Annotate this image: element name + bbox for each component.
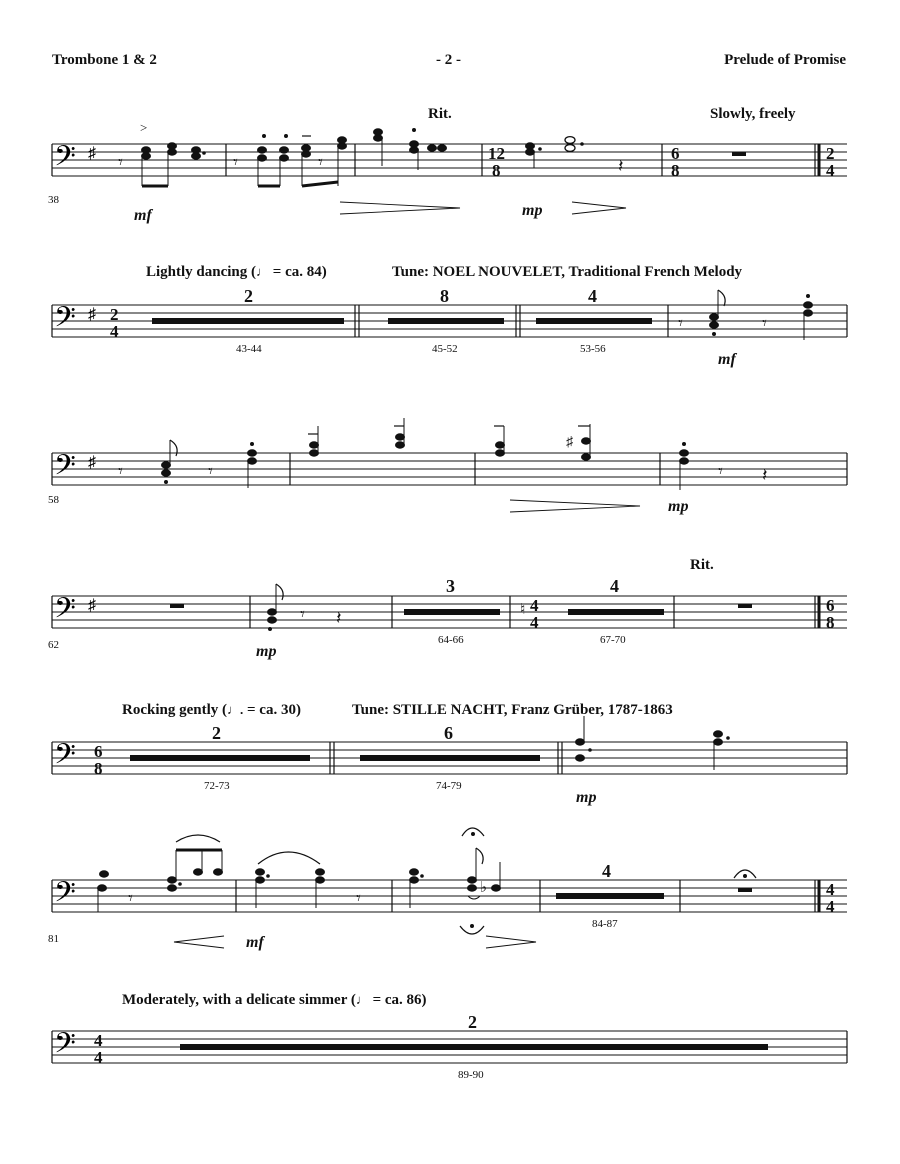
time-sig-6-8 xyxy=(671,144,680,180)
dynamic-mp: mp xyxy=(668,498,689,515)
svg-text:3: 3 xyxy=(446,576,455,596)
svg-text:6: 6 xyxy=(444,723,453,743)
bass-clef: 𝄢 xyxy=(54,740,76,777)
svg-text:4: 4 xyxy=(826,897,835,916)
svg-text:𝄾: 𝄾 xyxy=(118,461,123,481)
svg-text:2: 2 xyxy=(110,305,119,324)
notes-measure-40 xyxy=(374,129,447,171)
multi-rest-53-56 xyxy=(536,286,652,355)
multi-rest-43-44 xyxy=(152,286,344,355)
svg-text:♯: ♯ xyxy=(566,435,573,450)
tempo-rit: Rit. xyxy=(428,106,452,122)
measure-number: 38 xyxy=(48,194,59,206)
dynamic-mf: mf xyxy=(718,351,736,368)
decrescendo-hairpin xyxy=(340,202,626,214)
svg-text:8: 8 xyxy=(94,759,103,778)
notes-measure-80 xyxy=(576,716,730,770)
svg-text:2: 2 xyxy=(826,144,835,163)
svg-text:𝄾: 𝄾 xyxy=(718,461,723,481)
multi-rest-72-73 xyxy=(130,723,310,792)
svg-text:𝄽: 𝄽 xyxy=(336,608,342,628)
svg-text:6: 6 xyxy=(671,144,680,163)
measure-number: 62 xyxy=(48,639,59,651)
svg-text:4: 4 xyxy=(530,613,539,632)
svg-text:4: 4 xyxy=(94,1048,103,1067)
svg-text:4: 4 xyxy=(610,576,619,596)
time-sig-4-4 xyxy=(94,1031,103,1067)
svg-text:𝄽: 𝄽 xyxy=(762,465,768,485)
svg-text:4: 4 xyxy=(588,286,597,306)
notes-measures-58-61 xyxy=(118,418,768,490)
svg-text:𝄾: 𝄾 xyxy=(128,888,133,908)
bass-clef: 𝄢 xyxy=(54,303,76,340)
svg-text:2: 2 xyxy=(212,723,221,743)
whole-rest xyxy=(170,604,184,608)
notes-measure-41 xyxy=(526,137,624,176)
svg-text:4: 4 xyxy=(602,861,611,881)
svg-text:𝄾: 𝄾 xyxy=(356,888,361,908)
tempo-rocking-gently: Rocking gently (♩. = ca. 30) xyxy=(122,702,301,718)
svg-text:8: 8 xyxy=(671,161,680,180)
time-sig-2-4 xyxy=(826,144,835,180)
svg-text:64-66: 64-66 xyxy=(438,634,464,646)
svg-text:53-56: 53-56 xyxy=(580,343,606,355)
natural-sign: ♮ xyxy=(520,602,526,618)
svg-text:4: 4 xyxy=(826,880,835,899)
tune-stille-nacht: Tune: STILLE NACHT, Franz Grüber, 1787-1863 xyxy=(352,702,673,718)
crescendo-hairpin xyxy=(174,936,224,948)
measure-number: 81 xyxy=(48,933,59,945)
decrescendo-hairpin xyxy=(510,500,640,512)
bass-clef: 𝄢 xyxy=(54,878,76,915)
whole-rest xyxy=(732,152,746,156)
decrescendo-hairpin xyxy=(486,936,536,948)
time-sig-12-8 xyxy=(488,144,505,180)
notes-measure-57 xyxy=(678,290,813,340)
tempo-lightly-dancing: Lightly dancing (♩ = ca. 84) xyxy=(146,264,327,280)
svg-text:72-73: 72-73 xyxy=(204,780,230,792)
multi-rest-84-87 xyxy=(556,861,664,930)
multi-rest-74-79 xyxy=(360,723,540,792)
svg-text:2: 2 xyxy=(468,1012,477,1032)
system-3 xyxy=(52,453,847,485)
svg-text:6: 6 xyxy=(94,742,103,761)
svg-text:𝄽: 𝄽 xyxy=(618,156,624,176)
time-sig-4-4 xyxy=(530,596,539,632)
key-signature-sharp: ♯ xyxy=(88,454,96,471)
dynamic-mp: mp xyxy=(256,643,277,660)
key-signature-sharp: ♯ xyxy=(88,145,96,162)
tune-noel-nouvelet: Tune: NOEL NOUVELET, Traditional French Melody xyxy=(392,264,743,280)
svg-text:43-44: 43-44 xyxy=(236,343,262,355)
svg-text:74-79: 74-79 xyxy=(436,780,462,792)
notes-measure-63 xyxy=(268,584,342,631)
svg-text:8: 8 xyxy=(826,613,835,632)
svg-text:𝄾: 𝄾 xyxy=(762,313,767,333)
time-sig-6-8 xyxy=(826,596,835,632)
bass-clef: 𝄢 xyxy=(54,1029,76,1066)
page-number: - 2 - xyxy=(436,52,461,68)
svg-text:2: 2 xyxy=(244,286,253,306)
svg-text:♭: ♭ xyxy=(480,880,488,896)
svg-text:12: 12 xyxy=(488,144,505,163)
svg-text:6: 6 xyxy=(826,596,835,615)
svg-text:𝄾: 𝄾 xyxy=(118,152,123,172)
svg-text:4: 4 xyxy=(826,161,835,180)
dynamic-mf: mf xyxy=(246,934,264,951)
svg-text:4: 4 xyxy=(530,596,539,615)
dynamic-mf: mf xyxy=(134,207,152,224)
tempo-rit: Rit. xyxy=(690,557,714,573)
svg-text:>: > xyxy=(140,120,148,135)
svg-text:84-87: 84-87 xyxy=(592,918,618,930)
svg-text:𝄾: 𝄾 xyxy=(318,152,323,172)
multi-rest-64-66 xyxy=(404,576,500,646)
dynamic-mp: mp xyxy=(522,202,543,219)
svg-text:𝄾: 𝄾 xyxy=(233,152,238,172)
measure-number: 58 xyxy=(48,494,59,506)
svg-text:45-52: 45-52 xyxy=(432,343,458,355)
key-signature-sharp: ♯ xyxy=(88,597,96,614)
key-signature-sharp: ♯ xyxy=(88,306,96,323)
time-sig-6-8 xyxy=(94,742,103,778)
piece-title: Prelude of Promise xyxy=(724,52,846,68)
part-name: Trombone 1 & 2 xyxy=(52,52,157,68)
fermata-whole-rest xyxy=(734,870,756,892)
bass-clef: 𝄢 xyxy=(54,142,76,179)
svg-text:67-70: 67-70 xyxy=(600,634,626,646)
multi-rest-89-90 xyxy=(180,1012,768,1081)
tempo-moderately: Moderately, with a delicate simmer (♩ = ca. 86) xyxy=(122,992,427,1008)
notes-measures-81-83 xyxy=(98,828,501,934)
tempo-slowly-freely: Slowly, freely xyxy=(710,106,796,122)
multi-rest-67-70 xyxy=(568,576,664,646)
time-sig-2-4 xyxy=(110,305,119,341)
dynamic-mp: mp xyxy=(576,789,597,806)
svg-text:𝄾: 𝄾 xyxy=(208,461,213,481)
svg-text:8: 8 xyxy=(492,161,501,180)
svg-text:89-90: 89-90 xyxy=(458,1069,484,1081)
svg-text:𝄾: 𝄾 xyxy=(300,604,305,624)
svg-text:4: 4 xyxy=(110,322,119,341)
bass-clef: 𝄢 xyxy=(54,594,76,631)
multi-rest-45-52 xyxy=(388,286,504,355)
whole-rest xyxy=(738,604,752,608)
svg-text:𝄾: 𝄾 xyxy=(678,313,683,333)
svg-text:8: 8 xyxy=(440,286,449,306)
bass-clef: 𝄢 xyxy=(54,451,76,488)
svg-text:4: 4 xyxy=(94,1031,103,1050)
time-sig-4-4 xyxy=(826,880,835,916)
